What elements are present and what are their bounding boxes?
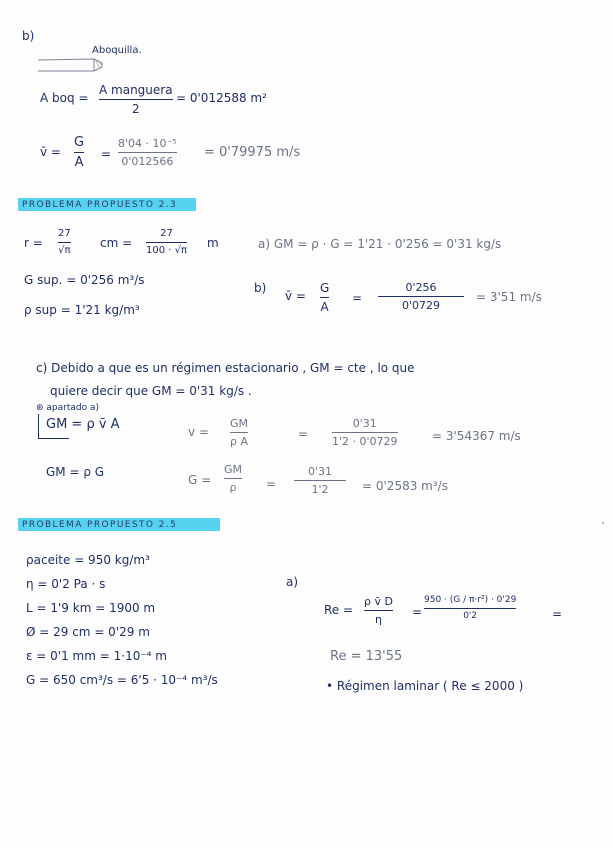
re-value-numerator: 950 · (G / π·r²) · 0'29 (424, 595, 517, 605)
r-denominator: √π (58, 245, 71, 256)
rho-sup-value: ρ sup = 1'21 kg/m³ (24, 303, 140, 317)
re-value-denominator: 0'2 (463, 611, 478, 621)
flow-rate-value: G = 650 cm³/s = 6'5 · 10⁻⁴ m³/s (26, 673, 218, 687)
a-boq-result: = 0'012588 m² (176, 91, 267, 105)
v-calc-lhs: v = (188, 425, 209, 439)
g-calc-lhs: G = (188, 473, 212, 487)
problem-23-vbar-value-fraction (378, 282, 464, 311)
roughness-value: ε = 0'1 mm = 1·10⁻⁴ m (26, 649, 167, 663)
problem-23-vbar-denominator: A (320, 300, 329, 314)
v-calc-value-denominator: 1'2 · 0'0729 (332, 435, 398, 448)
re-result: Re = 13'55 (330, 649, 403, 664)
part-c-note: ⊛ apartado a) (36, 403, 99, 413)
v-calc-gm-over-rho-a (230, 418, 248, 447)
re-definition-fraction (364, 596, 393, 625)
a-boq-denominator: 2 (131, 102, 140, 116)
problem-25-title: PROBLEMA PROPUESTO 2.5 (22, 520, 178, 530)
g-calc-numerator: GM (224, 463, 243, 476)
rho-oil-value: ρaceite = 950 kg/m³ (26, 553, 150, 567)
gm-formula: GM = ρ v̄ A (46, 417, 120, 432)
vbar-denominator: A (74, 155, 84, 170)
vbar-value-denominator: 0'012566 (121, 155, 174, 168)
ink-speck (602, 522, 604, 524)
vbar-numerator: G (74, 135, 85, 150)
vbar-result: = 0'79975 m/s (204, 145, 301, 160)
g-calc-equals: = (266, 477, 277, 491)
r-numerator: 27 (58, 228, 71, 239)
r-fraction-m (146, 229, 187, 256)
problem-23-title: PROBLEMA PROPUESTO 2.3 (22, 200, 178, 210)
r-fraction-cm (58, 229, 71, 256)
problem-23-vbar-value-numerator: 0'256 (405, 281, 437, 294)
v-calc-value-numerator: 0'31 (352, 417, 377, 430)
g-calc-value-fraction (294, 466, 346, 495)
nozzle-sketch (36, 54, 106, 76)
problem-23-vbar-g-over-a (320, 282, 329, 313)
g-calc-denominator: ρ (229, 481, 237, 494)
problem-23-part-a: a) GM = ρ · G = 1'21 · 0'256 = 0'31 kg/s (258, 237, 502, 251)
gm-rho-g: GM = ρ G (46, 465, 105, 479)
problem-23-vbar-value-denominator: 0'0729 (401, 299, 441, 312)
problem-25-part-a-label: a) (286, 575, 299, 589)
re-equals: = (412, 605, 423, 619)
re-denominator: η (374, 613, 382, 626)
a-boq-lhs: A boq = (40, 91, 89, 105)
eta-value: η = 0'2 Pa · s (26, 577, 106, 591)
g-calc-result: = 0'2583 m³/s (362, 479, 448, 493)
g-sup-value: G sup. = 0'256 m³/s (24, 273, 145, 287)
r-unit: m (207, 236, 219, 250)
part-c-line-1: c) Debido a que es un régimen estacionario , GM = cte , lo que (36, 361, 415, 375)
diameter-value: Ø = 29 cm = 0'29 m (26, 625, 150, 639)
v-calc-equals: = (298, 427, 309, 441)
v-calc-numerator: GM (230, 417, 249, 430)
length-value: L = 1'9 km = 1900 m (26, 601, 156, 615)
problem-23-vbar-result: = 3'51 m/s (476, 290, 542, 304)
problem-23-vbar-lhs: v̄ = (285, 289, 306, 303)
vbar-value-fraction (118, 138, 177, 167)
g-calc-gm-over-rho (224, 464, 242, 493)
vbar-equals: = (101, 147, 112, 161)
vbar-value-numerator: 8'04 · 10⁻⁵ (118, 137, 177, 150)
r-denominator-m: 100 · √π (146, 245, 188, 256)
v-calc-value-fraction (332, 418, 398, 447)
part-b-label: b) (22, 29, 35, 43)
re-lhs: Re = (324, 603, 354, 617)
r-mid: cm = (100, 236, 133, 250)
a-boq-numerator: A manguera (99, 83, 173, 97)
a-boq-fraction (99, 84, 173, 115)
vbar-lhs: v̄ = (40, 145, 61, 159)
re-numerator: ρ v̄ D (364, 595, 393, 608)
part-c-line-2: quiere decir que GM = 0'31 kg/s . (50, 384, 252, 398)
problem-23-part-b-label: b) (254, 281, 267, 295)
flow-regime: • Régimen laminar ( Re ≤ 2000 ) (326, 679, 524, 693)
r-lhs: r = (24, 236, 43, 250)
r-numerator-m: 27 (160, 228, 173, 239)
v-calc-denominator: ρ A (230, 435, 249, 448)
re-trailing-equals: = (552, 607, 563, 621)
nozzle-label: Aboquilla. (92, 45, 142, 56)
v-calc-result: = 3'54367 m/s (432, 429, 521, 443)
re-value-fraction (424, 596, 516, 621)
problem-23-vbar-equals: = (352, 291, 363, 305)
problem-23-vbar-numerator: G (320, 281, 330, 295)
g-calc-value-denominator: 1'2 (311, 483, 329, 496)
vbar-g-over-a (74, 136, 84, 169)
g-calc-value-numerator: 0'31 (307, 465, 333, 478)
